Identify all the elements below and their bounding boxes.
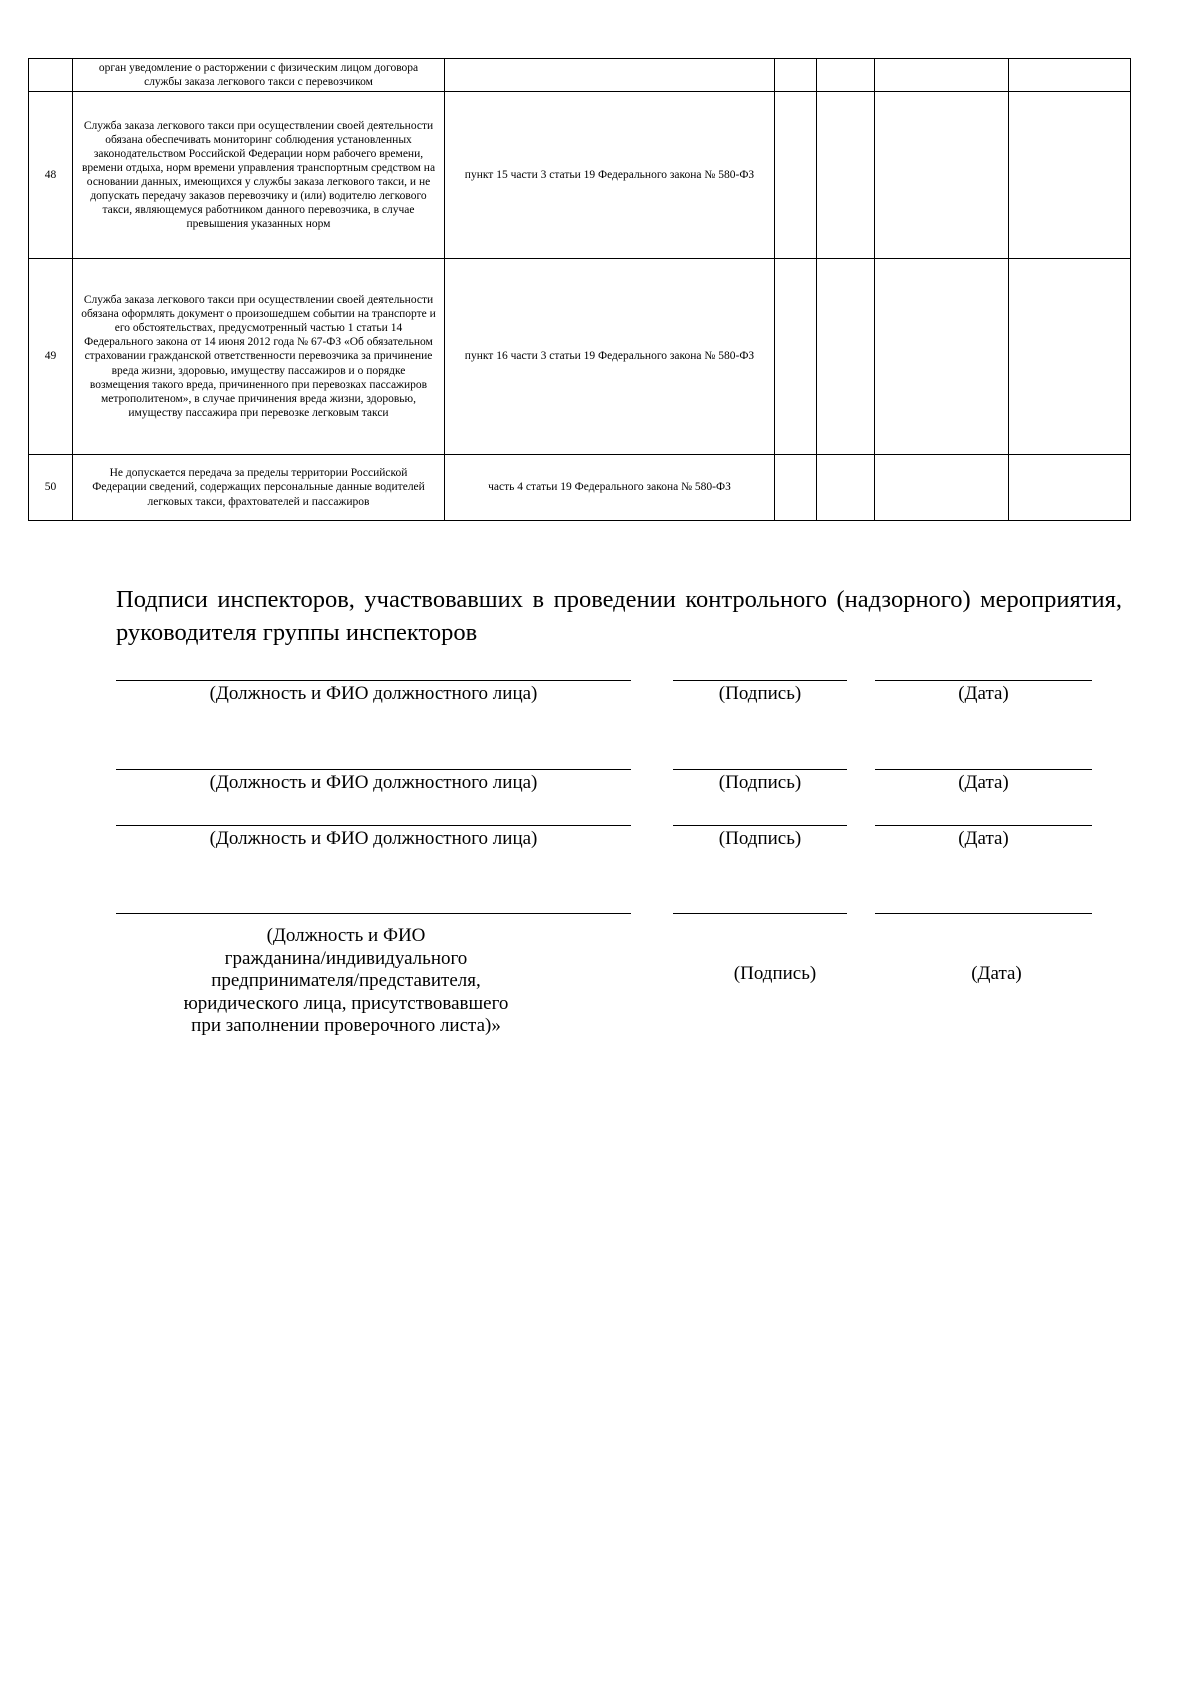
row-number: 48 <box>29 92 73 259</box>
position-name-caption: (Должность и ФИО должностного лица) <box>209 828 538 849</box>
answer-no-cell <box>817 455 875 521</box>
signature-caption: (Подпись) <box>718 828 802 849</box>
not-applicable-cell <box>875 259 1009 455</box>
row-number: 50 <box>29 455 73 521</box>
note-cell <box>1009 455 1131 521</box>
table-row <box>29 92 1131 259</box>
representative-signature-caption: (Подпись) <box>733 963 817 984</box>
position-name-line[interactable] <box>116 825 631 826</box>
date-line[interactable] <box>875 769 1092 770</box>
note-cell <box>1009 59 1131 92</box>
checklist-table <box>28 58 1131 521</box>
representative-position-caption: (Должность и ФИО гражданина/индивидуального предпринимателя/представителя, юридического лица, присутствовавшего при заполнении проверочного листа)» <box>183 925 509 1036</box>
signature-line[interactable] <box>673 680 847 681</box>
table-row <box>29 59 1131 92</box>
answer-no-cell <box>817 92 875 259</box>
signatures-heading: Подписи инспекторов, участвовавших в проведении контрольного (надзорного) мероприятия, руководителя группы инспекторов <box>116 586 1122 646</box>
representative-signature-line[interactable] <box>673 913 847 914</box>
representative-position-line[interactable] <box>116 913 631 914</box>
requirement-text: орган уведомление о расторжении с физическим лицом договора службы заказа легкового такси с перевозчиком <box>73 59 445 92</box>
answer-yes-cell <box>775 92 817 259</box>
date-line[interactable] <box>875 825 1092 826</box>
position-name-line[interactable] <box>116 769 631 770</box>
requirement-text: Служба заказа легкового такси при осуществлении своей деятельности обязана обеспечивать мониторинг соблюдения установленных законодательством Российской Федерации норм рабочего времени, времени отдыха, норм времени управления транспортным средством на основании данных, имеющихся у службы заказа легкового такси, и не допускать передачу заказов перевозчику и (или) водителю легкового такси, являющемуся работником данного перевозчика, в случае превышения указанных норм <box>73 92 445 259</box>
signature-line[interactable] <box>673 769 847 770</box>
signature-caption: (Подпись) <box>718 683 802 704</box>
answer-no-cell <box>817 259 875 455</box>
date-caption: (Дата) <box>958 828 1009 849</box>
answer-no-cell <box>817 59 875 92</box>
not-applicable-cell <box>875 455 1009 521</box>
representative-date-line[interactable] <box>875 913 1092 914</box>
representative-date-caption: (Дата) <box>971 963 1022 984</box>
table-row <box>29 455 1131 521</box>
answer-yes-cell <box>775 59 817 92</box>
position-name-caption: (Должность и ФИО должностного лица) <box>209 772 538 793</box>
signature-caption: (Подпись) <box>718 772 802 793</box>
legal-reference: пункт 16 части 3 статьи 19 Федерального закона № 580-ФЗ <box>445 259 775 455</box>
row-number <box>29 59 73 92</box>
position-name-caption: (Должность и ФИО должностного лица) <box>209 683 538 704</box>
legal-reference <box>445 59 775 92</box>
date-line[interactable] <box>875 680 1092 681</box>
table-row <box>29 259 1131 455</box>
legal-reference: пункт 15 части 3 статьи 19 Федерального закона № 580-ФЗ <box>445 92 775 259</box>
answer-yes-cell <box>775 455 817 521</box>
date-caption: (Дата) <box>958 772 1009 793</box>
position-name-line[interactable] <box>116 680 631 681</box>
note-cell <box>1009 92 1131 259</box>
not-applicable-cell <box>875 92 1009 259</box>
date-caption: (Дата) <box>958 683 1009 704</box>
requirement-text: Служба заказа легкового такси при осуществлении своей деятельности обязана оформлять документ о произошедшем событии на транспорте и его обстоятельствах, предусмотренный частью 1 статьи 14 Федерального закона от 14 июня 2012 года № 67-ФЗ «Об обязательном страховании гражданской ответственности перевозчика за причинение вреда жизни, здоровью, имуществу пассажиров и о порядке возмещения такого вреда, причиненного при перевозках пассажиров метрополитеном», в случае причинения вреда жизни, здоровью, имуществу пассажира при перевозке легковым такси <box>73 259 445 455</box>
answer-yes-cell <box>775 259 817 455</box>
legal-reference: часть 4 статьи 19 Федерального закона № 580-ФЗ <box>445 455 775 521</box>
requirement-text: Не допускается передача за пределы территории Российской Федерации сведений, содержащих персональные данные водителей легковых такси, фрахтователей и пассажиров <box>73 455 445 521</box>
not-applicable-cell <box>875 59 1009 92</box>
signature-line[interactable] <box>673 825 847 826</box>
note-cell <box>1009 259 1131 455</box>
row-number: 49 <box>29 259 73 455</box>
